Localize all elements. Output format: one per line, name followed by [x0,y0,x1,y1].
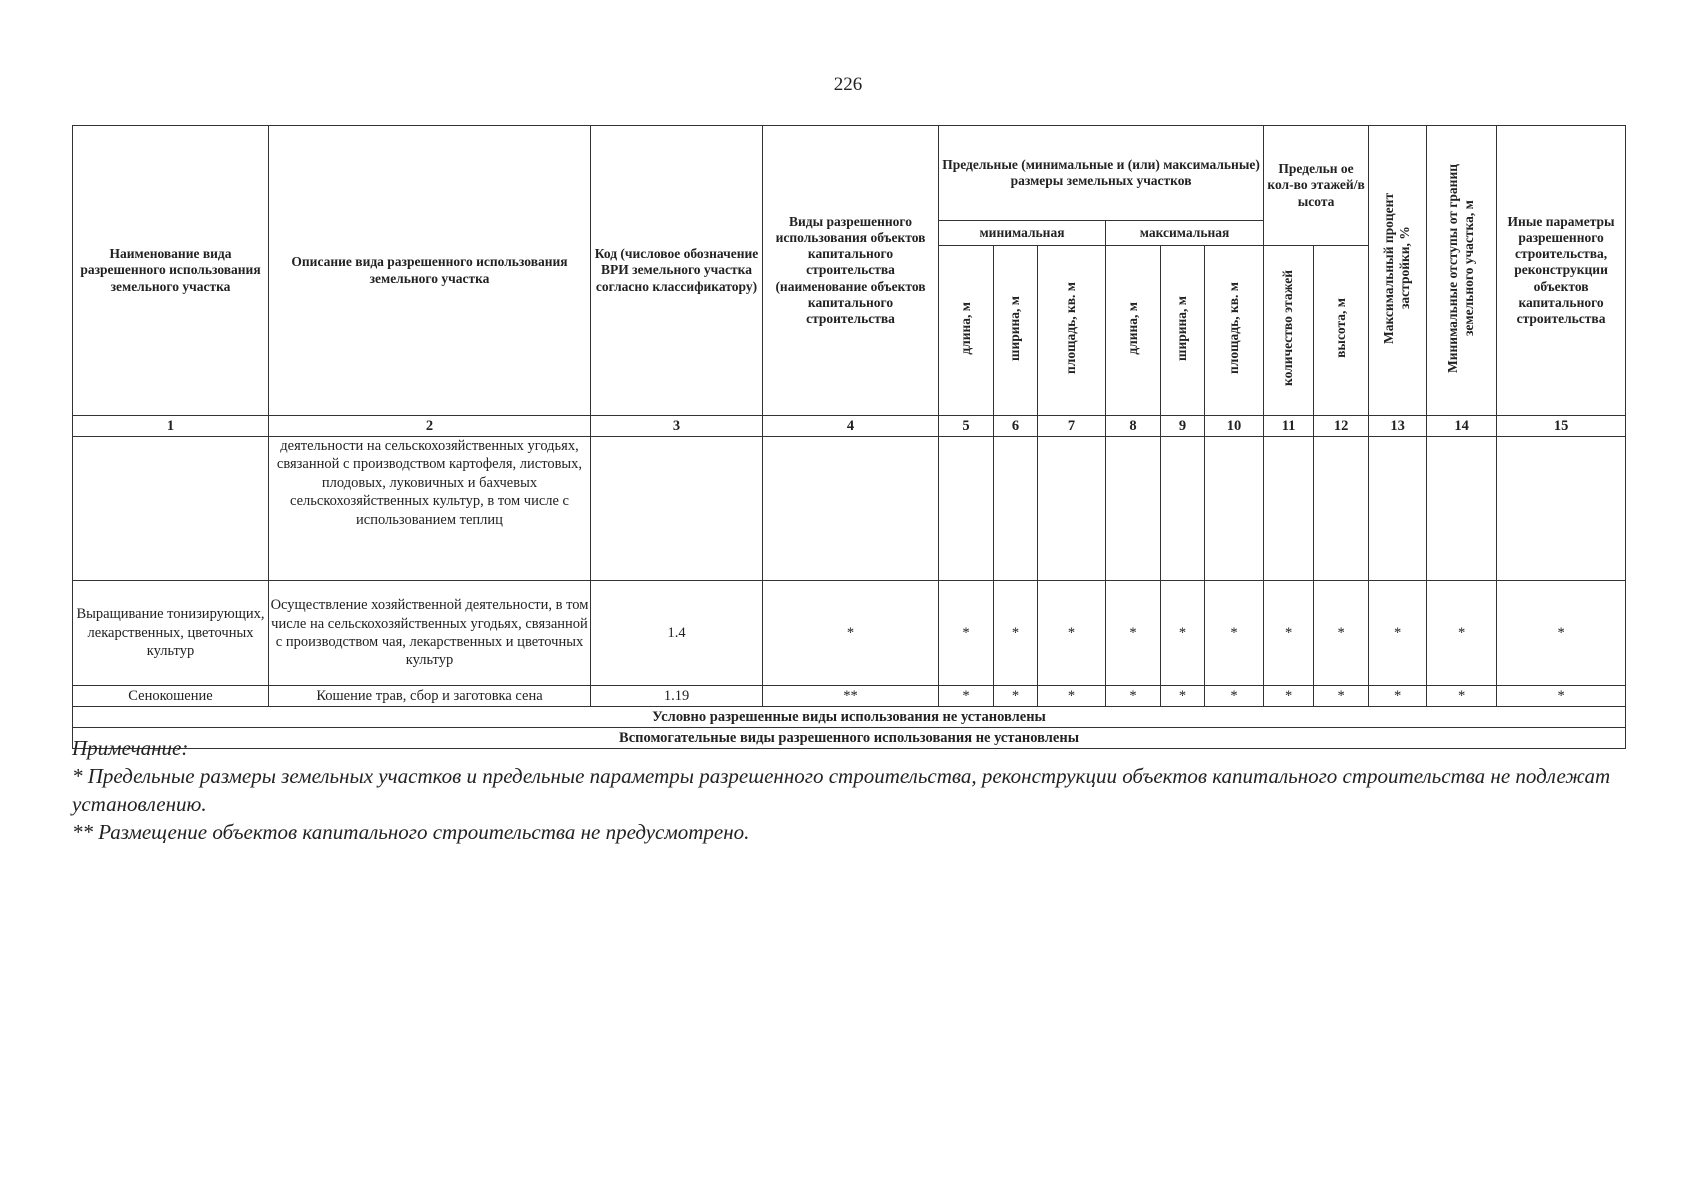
row-param [1497,437,1626,581]
notes-title: Примечание: [72,736,189,760]
header-max-building-percent: Максимальный процент застройки, % [1369,126,1427,416]
note-double-asterisk: ** Размещение объектов капитального строительства не предусмотрено. [72,820,750,844]
row-param: * [994,581,1038,686]
row-param: * [1161,686,1205,707]
row-name: Выращивание тонизирующих, лекарственных, цветочных культур [73,581,269,686]
column-number: 1 [73,416,269,437]
row-description: Кошение трав, сбор и заготовка сена [269,686,591,707]
row-param: * [1427,686,1497,707]
row-param: * [994,686,1038,707]
column-number: 5 [939,416,994,437]
row-param: * [939,581,994,686]
row-param: * [1314,581,1369,686]
note-single-asterisk: * Предельные размеры земельных участков и предельные параметры разрешенного строительства, реконструкции объектов капитального строительства не подлежат установлению. [72,764,1611,816]
row-param [939,437,994,581]
header-min-setbacks: Минимальные отступы от границ земельного участка, м [1427,126,1497,416]
row-param: * [1205,686,1264,707]
row-param [1314,437,1369,581]
row-param: * [1106,581,1161,686]
column-number: 12 [1314,416,1369,437]
column-number: 15 [1497,416,1626,437]
header-min-width: ширина, м [994,246,1038,416]
header-max-width: ширина, м [1161,246,1205,416]
row-param: * [1497,581,1626,686]
conditional-uses-banner: Условно разрешенные виды использования не установлены [73,707,1626,728]
row-param [1427,437,1497,581]
column-number: 10 [1205,416,1264,437]
row-param: * [1427,581,1497,686]
header-min-area: площадь, кв. м [1038,246,1106,416]
header-maximum: максимальная [1106,221,1264,246]
header-floors-height: Предельн ое кол-во этажей/в ысота [1264,126,1369,246]
row-oks [763,437,939,581]
row-param: * [1314,686,1369,707]
column-number: 9 [1161,416,1205,437]
notes-section [72,734,1632,846]
table-row [73,581,1626,686]
column-number: 3 [591,416,763,437]
land-use-table [72,125,1626,749]
row-param: * [1106,686,1161,707]
row-param [1038,437,1106,581]
header-min-length: длина, м [939,246,994,416]
row-param: * [1264,686,1314,707]
row-param: * [939,686,994,707]
column-number: 6 [994,416,1038,437]
row-description: Осуществление хозяйственной деятельности, в том числе на сельскохозяйственных угодьях, связанной с производством чая, лекарственных и цветочных культур [269,581,591,686]
row-code [591,437,763,581]
header-height: высота, м [1314,246,1369,416]
table-row [73,686,1626,707]
header-description: Описание вида разрешенного использования земельного участка [269,126,591,416]
column-number: 7 [1038,416,1106,437]
row-code: 1.19 [591,686,763,707]
row-param: * [1038,581,1106,686]
row-param [1369,437,1427,581]
row-param: * [1369,686,1427,707]
row-param: * [1369,581,1427,686]
column-number: 13 [1369,416,1427,437]
header-size-limits: Предельные (минимальные и (или) максимальные) размеры земельных участков [939,126,1264,221]
column-number: 8 [1106,416,1161,437]
column-number-row [73,416,1626,437]
header-other-params: Иные параметры разрешенного строительства, реконструкции объектов капитального строительства [1497,126,1626,416]
row-param: * [1161,581,1205,686]
header-oks-types: Виды разрешенного использования объектов капитального строительства (наименование объектов капитального строительства [763,126,939,416]
header-max-area: площадь, кв. м [1205,246,1264,416]
header-floor-count: количество этажей [1264,246,1314,416]
row-param [994,437,1038,581]
row-param [1205,437,1264,581]
row-param [1161,437,1205,581]
row-description: деятельности на сельскохозяйственных угодьях, связанной с производством картофеля, листовых, плодовых, луковичных и бахчевых сельскохозяйственных культур, в том числе с использованием теплиц [269,437,591,581]
header-minimum: минимальная [939,221,1106,246]
column-number: 11 [1264,416,1314,437]
row-code: 1.4 [591,581,763,686]
column-number: 14 [1427,416,1497,437]
row-param [1264,437,1314,581]
row-param: * [1205,581,1264,686]
row-param: * [1264,581,1314,686]
row-oks: ** [763,686,939,707]
row-param: * [1038,686,1106,707]
header-code: Код (числовое обозначение ВРИ земельного участка согласно классификатору) [591,126,763,416]
column-number: 2 [269,416,591,437]
row-name [73,437,269,581]
row-name: Сенокошение [73,686,269,707]
header-max-length: длина, м [1106,246,1161,416]
row-param [1106,437,1161,581]
row-param: * [1497,686,1626,707]
page-number: 226 [833,74,863,95]
auxiliary-uses-banner: Вспомогательные виды разрешенного использования не установлены [73,728,1626,749]
column-number: 4 [763,416,939,437]
row-oks: * [763,581,939,686]
table-row [73,437,1626,581]
header-name: Наименование вида разрешенного использования земельного участка [73,126,269,416]
